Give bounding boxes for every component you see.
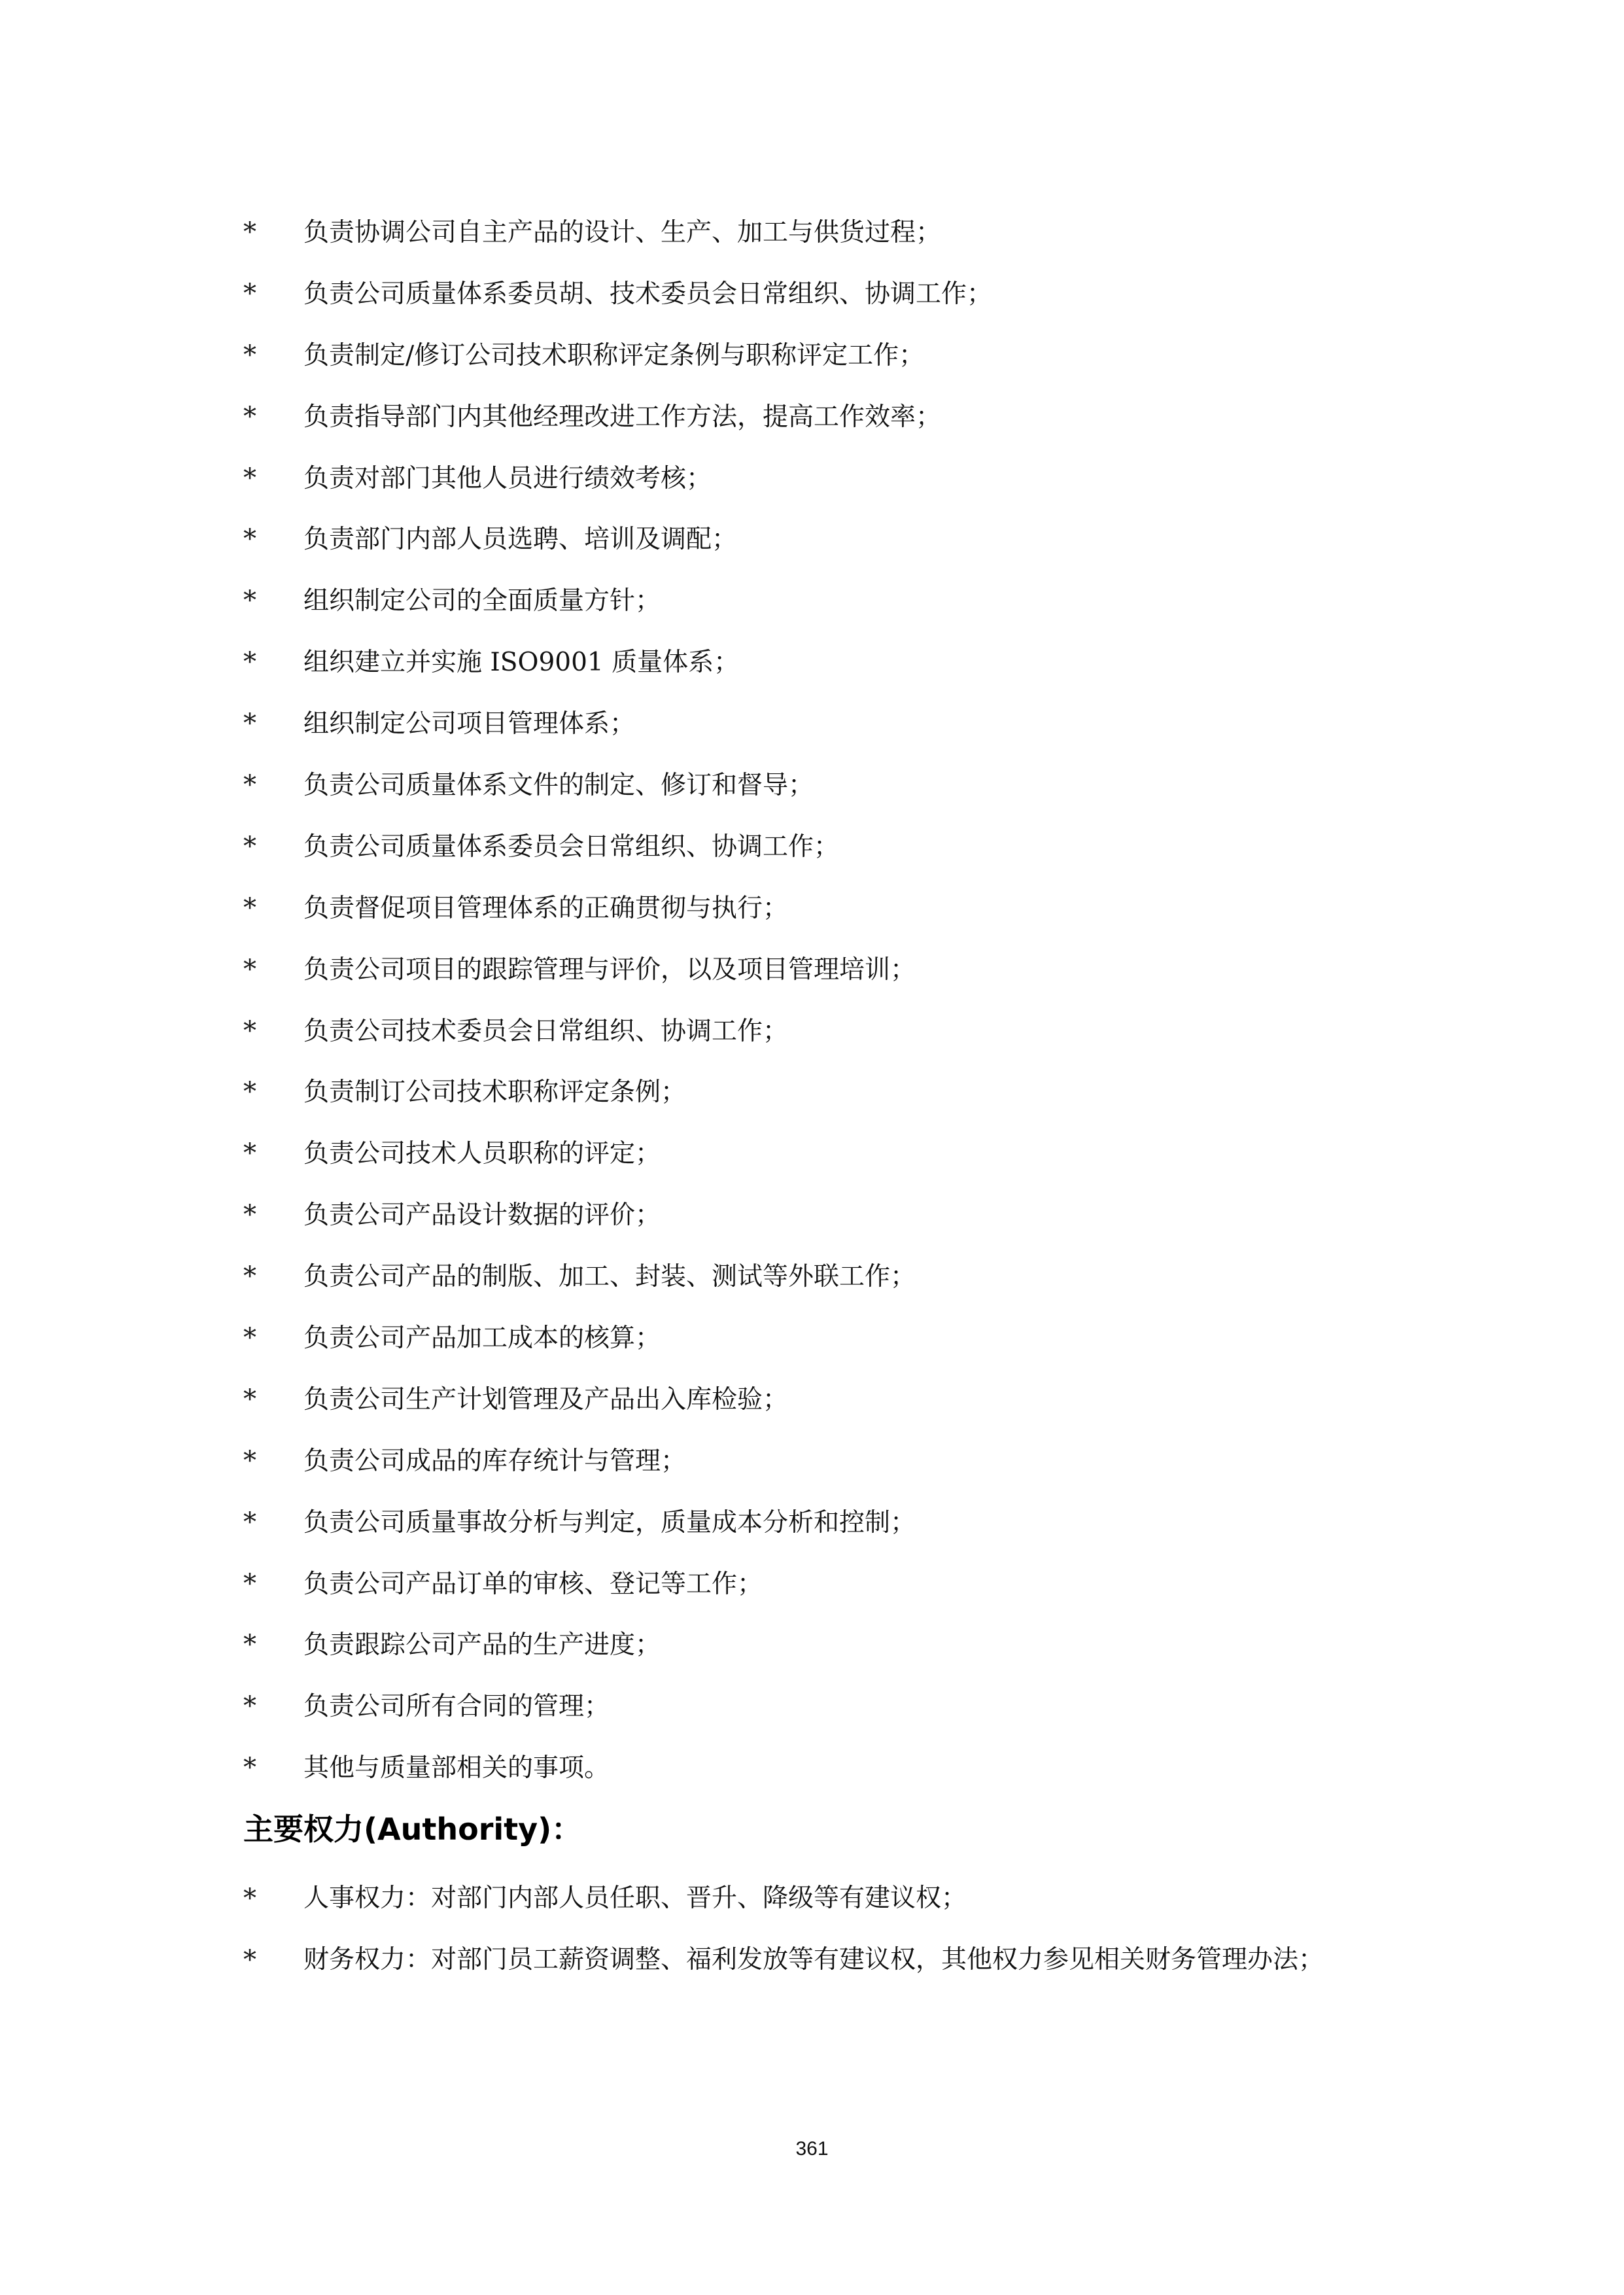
bullet-star-icon: * (243, 1323, 256, 1354)
bullet-star-icon: * (243, 1077, 256, 1108)
bullet-star-icon: * (243, 954, 256, 985)
bullet-star-icon: * (243, 586, 256, 616)
bullet-star-icon: * (243, 770, 256, 801)
list-item (243, 1868, 1394, 1929)
list-item-text: 负责公司成品的库存统计与管理； (303, 1446, 687, 1476)
list-item-text: 负责公司质量体系委员胡、技术委员会日常组织、协调工作； (303, 279, 993, 309)
page-number: 361 (795, 2138, 829, 2160)
list-item-text: 人事权力：对部门内部人员任职、晋升、降级等有建议权； (303, 1883, 967, 1913)
list-item-text: 负责公司质量事故分析与判定，质量成本分析和控制； (303, 1507, 916, 1537)
bullet-star-icon: * (243, 647, 256, 678)
list-item (243, 264, 1473, 325)
list-item (243, 202, 1473, 264)
list-item-text: 负责公司质量体系文件的制定、修订和督导； (303, 771, 814, 801)
list-item-text: 负责制定/修订公司技术职称评定条例与职称评定工作； (303, 340, 925, 370)
authority-heading: 主要权力(Authority)： (243, 1812, 582, 1847)
bullet-star-icon: * (243, 1945, 256, 1975)
list-item (243, 1431, 1473, 1492)
bullet-star-icon: * (243, 340, 256, 370)
list-item-text: 负责公司项目的跟踪管理与评价，以及项目管理培训； (303, 955, 916, 985)
bullet-star-icon: * (243, 1261, 256, 1292)
list-item-text: 负责公司产品订单的审核、登记等工作； (303, 1569, 763, 1599)
list-item-text: 负责公司所有合同的管理； (303, 1692, 610, 1722)
list-item (243, 1185, 1473, 1246)
list-item (243, 509, 1473, 570)
list-item-text: 负责公司产品设计数据的评价； (303, 1200, 661, 1231)
bullet-star-icon: * (243, 892, 256, 923)
bullet-star-icon: * (243, 1138, 256, 1169)
bullet-star-icon: * (243, 1691, 256, 1722)
list-item (243, 1246, 1473, 1308)
list-item-text: 负责督促项目管理体系的正确贯彻与执行； (303, 893, 789, 923)
list-item (243, 878, 1473, 939)
list-item (243, 1929, 1394, 1991)
list-item-text: 组织制定公司的全面质量方针； (303, 586, 661, 616)
list-item (243, 1308, 1473, 1369)
bullet-star-icon: * (243, 463, 256, 493)
list-item-text: 负责公司产品加工成本的核算； (303, 1323, 661, 1354)
bullet-star-icon: * (243, 1883, 256, 1914)
list-item-text: 组织建立并实施 ISO9001 质量体系； (303, 648, 740, 678)
bullet-star-icon: * (243, 401, 256, 432)
list-item (243, 1001, 1473, 1062)
duty-list (243, 202, 1473, 1799)
list-item (243, 570, 1473, 632)
bullet-star-icon: * (243, 1568, 256, 1599)
bullet-star-icon: * (243, 1200, 256, 1231)
list-item (243, 1062, 1473, 1123)
list-item (243, 755, 1473, 816)
list-item-text: 财务权力：对部门员工薪资调整、福利发放等有建议权，其他权力参见相关财务管理办法； (303, 1945, 1324, 1974)
bullet-star-icon: * (243, 1015, 256, 1046)
list-item (243, 632, 1473, 693)
bullet-star-icon: * (243, 524, 256, 555)
list-item (243, 1492, 1473, 1554)
bullet-star-icon: * (243, 278, 256, 309)
list-item-text: 负责部门内部人员选聘、培训及调配； (303, 525, 738, 555)
list-item (243, 325, 1473, 387)
list-item-text: 负责公司产品的制版、加工、封装、测试等外联工作； (303, 1262, 916, 1292)
list-item-text: 负责指导部门内其他经理改进工作方法，提高工作效率； (303, 402, 942, 432)
list-item-text: 组织制定公司项目管理体系； (303, 709, 636, 739)
list-item-text: 负责公司技术委员会日常组织、协调工作； (303, 1016, 789, 1046)
list-item (243, 1738, 1473, 1799)
bullet-star-icon: * (243, 217, 256, 247)
list-item-text: 负责协调公司自主产品的设计、生产、加工与供货过程； (303, 218, 942, 247)
bullet-star-icon: * (243, 1445, 256, 1476)
bullet-star-icon: * (243, 831, 256, 862)
bullet-star-icon: * (243, 1384, 256, 1414)
list-item (243, 1369, 1473, 1431)
list-item (243, 1676, 1473, 1738)
list-item-text: 负责跟踪公司产品的生产进度； (303, 1630, 661, 1660)
bullet-star-icon: * (243, 1753, 256, 1783)
list-item (243, 1123, 1473, 1185)
list-item-text: 负责公司质量体系委员会日常组织、协调工作； (303, 832, 840, 862)
list-item-text: 负责公司技术人员职称的评定； (303, 1139, 661, 1169)
list-item-text: 负责公司生产计划管理及产品出入库检验； (303, 1384, 789, 1414)
bullet-star-icon: * (243, 1630, 256, 1660)
list-item-text: 负责对部门其他人员进行绩效考核； (303, 463, 712, 493)
list-item (243, 1554, 1473, 1615)
list-item (243, 387, 1473, 448)
list-item (243, 693, 1473, 755)
bullet-star-icon: * (243, 1507, 256, 1537)
list-item (243, 939, 1473, 1001)
bullet-star-icon: * (243, 709, 256, 739)
list-item-text: 负责制订公司技术职称评定条例； (303, 1077, 687, 1108)
list-item (243, 1615, 1473, 1676)
list-item (243, 448, 1473, 510)
list-item (243, 816, 1473, 878)
list-item-text: 其他与质量部相关的事项。 (303, 1753, 610, 1783)
authority-list (243, 1868, 1394, 1991)
